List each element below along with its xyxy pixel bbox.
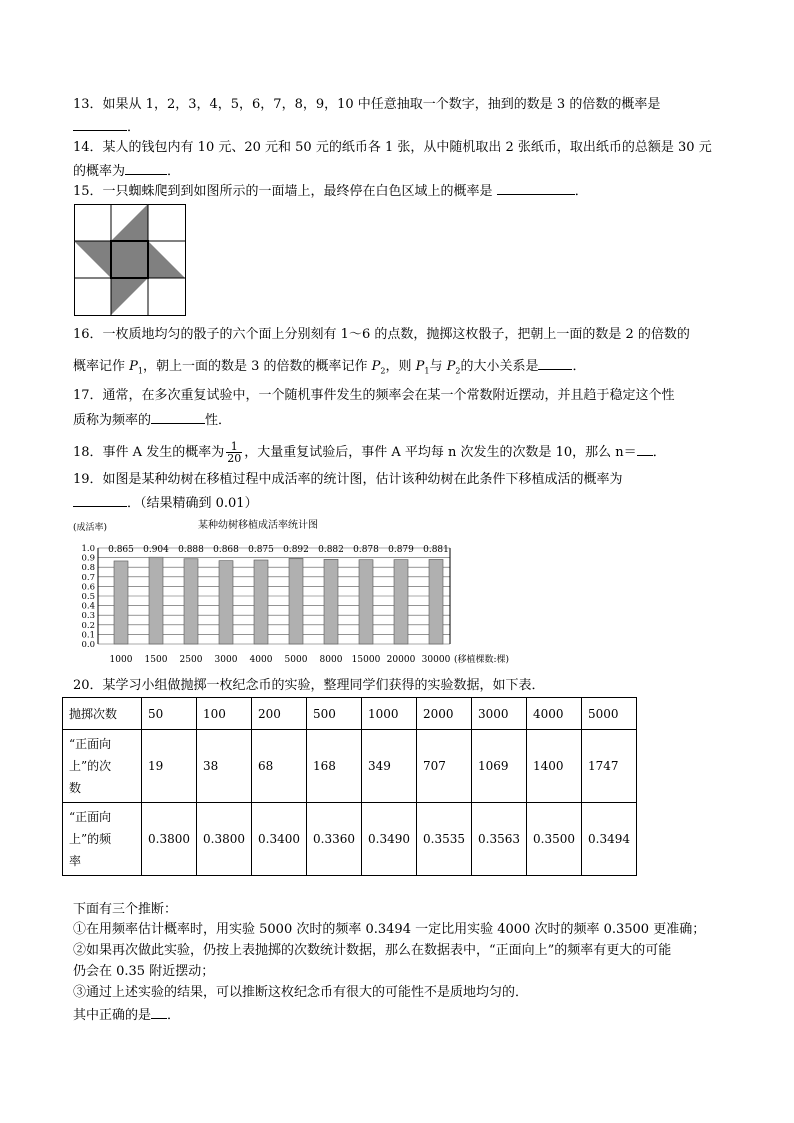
header-counts (63, 730, 142, 803)
q16-line2 (73, 357, 586, 380)
bar (219, 561, 233, 644)
q13-line1: 13．如果从 1，2，3，4，5，6，7，8，9，10 中任意抽取一个数字，抽到的数是 3 的倍数的概率是 (73, 97, 661, 112)
q20-answer-text: 其中正确的是 (73, 1008, 152, 1023)
count-cell: 38 (197, 730, 252, 803)
bar-value-label: 0.904 (143, 545, 169, 555)
bar (359, 560, 373, 644)
q14-line1: 14．某人的钱包内有 10 元、20 元和 50 元的纸币各 1 张，从中随机取出 2 张纸币，取出纸币的总额是 30 元 (73, 140, 712, 155)
q13-line2 (73, 118, 140, 136)
bar-value-label: 0.881 (423, 545, 449, 555)
p2-subscript: 2 (380, 366, 386, 376)
count-cell: 349 (362, 730, 417, 803)
bar-value-label: 0.892 (283, 545, 309, 555)
header-counts-line: “正面向 (69, 737, 112, 751)
q15-text: 15．一只蜘蛛爬到到如图所示的一面墙上，最终停在白色区域上的概率是 (73, 184, 497, 199)
p2-symbol: P (371, 359, 381, 374)
bar (394, 560, 408, 644)
bar (114, 561, 128, 644)
y-tick-label: 0.8 (81, 563, 95, 574)
q13-end: ． (127, 120, 141, 135)
q16-line1: 16．一枚质地均匀的骰子的六个面上分别刻有 1～6 的点数，抛掷这枚骰子，把朝上一面的数是 2 的倍数的 (73, 327, 690, 342)
q19-answer-blank[interactable] (73, 494, 127, 507)
count-cell: 19 (142, 730, 197, 803)
q20-end: ． (167, 1008, 181, 1023)
bar-value-label: 0.882 (318, 545, 344, 555)
q18-text-b: ，大量重复试验后，事件 A 平均每 n 次发生的次数是 10，那么 n＝ (244, 445, 637, 460)
freq-cell: 0.3800 (197, 803, 252, 876)
inference-1: ①在用频率估计概率时，用实验 5000 次时的频率 0.3494 一定比用实验 4000 次时的频率 0.3500 更准确； (73, 922, 706, 937)
x-tick-label: 1500 (144, 655, 168, 665)
q15-answer-blank[interactable] (497, 182, 575, 195)
q20-answer-line (73, 1006, 180, 1024)
q16-end: ． (572, 359, 586, 374)
count-cell: 168 (307, 730, 362, 803)
x-tick-label: 5000 (284, 655, 308, 665)
fraction-denominator: 20 (227, 452, 242, 465)
q15-end: ． (574, 184, 588, 199)
y-tick-label: 0.0 (81, 640, 95, 650)
p1-symbol: P (129, 359, 138, 374)
row-frequency (63, 803, 637, 876)
row-counts (63, 730, 637, 803)
chart-value-labels (108, 545, 449, 555)
p2-subscript-compare: 2 (455, 366, 461, 376)
q16-text-a: 概率记作 (73, 359, 130, 374)
q14-end: ． (167, 164, 181, 179)
pinwheel-grid-figure (74, 204, 188, 318)
x-tick-label: 1000 (109, 655, 133, 665)
survival-rate-chart (68, 516, 538, 668)
y-tick-label: 0.5 (81, 592, 95, 602)
inference-3: ③通过上述实验的结果，可以推断这枚纪念币有很大的可能性不是质地均匀的． (73, 985, 529, 1000)
bar-value-label: 0.868 (213, 545, 239, 555)
bar (289, 558, 303, 644)
bar (149, 557, 163, 644)
throws-cell: 5000 (582, 698, 637, 730)
inference-title: 下面有三个推断： (73, 902, 178, 917)
freq-cell: 0.3490 (362, 803, 417, 876)
p1-subscript-compare: 1 (424, 366, 430, 376)
x-tick-label: 4000 (249, 655, 273, 665)
y-tick-label: 0.4 (81, 601, 95, 612)
q18-text-a: 18．事件 A 发生的概率为 (73, 445, 225, 460)
x-tick-label: 20000 (386, 655, 416, 665)
header-frequency-line: “正面向 (69, 810, 112, 824)
count-cell: 1400 (527, 730, 582, 803)
freq-cell: 0.3400 (252, 803, 307, 876)
p1-subscript: 1 (137, 366, 143, 376)
q17-line1: 17．通常，在多次重复试验中，一个随机事件发生的频率会在某一个常数附近摆动，并且趋于稳定这个性 (73, 388, 675, 403)
q14-text2: 的概率为 (73, 164, 126, 179)
freq-cell: 0.3535 (417, 803, 472, 876)
throws-cell: 3000 (472, 698, 527, 730)
q19-line1: 19．如图是某种幼树在移植过程中成活率的统计图，估计该种幼树在此条件下移植成活的概率为 (73, 472, 623, 487)
bar-value-label: 0.875 (248, 545, 274, 555)
throws-cell: 2000 (417, 698, 472, 730)
q15-line (73, 182, 588, 200)
throws-cell: 50 (142, 698, 197, 730)
header-counts-line: 数 (69, 781, 82, 795)
throws-cell: 4000 (527, 698, 582, 730)
fraction-numerator: 1 (226, 441, 242, 453)
q18-end: ． (652, 445, 666, 460)
q16-text-c: ，则 (385, 359, 416, 374)
q17-end: 性． (205, 413, 232, 428)
y-tick-label: 0.7 (81, 572, 95, 583)
bar-value-label: 0.878 (353, 545, 379, 555)
header-frequency-line: 率 (69, 854, 82, 868)
header-frequency (63, 803, 142, 876)
q14-line2 (73, 162, 180, 180)
throws-cell: 200 (252, 698, 307, 730)
q20-answer-blank[interactable] (151, 1006, 167, 1019)
inference-2-line2: 仍会在 0.35 附近摆动； (73, 964, 215, 979)
y-tick-label: 0.9 (81, 553, 95, 564)
bar (324, 559, 338, 644)
x-tick-label: 8000 (319, 655, 343, 665)
q16-text-d: 与 (429, 359, 447, 374)
bar-value-label: 0.888 (178, 545, 204, 555)
q20-intro: 20．某学习小组做抛掷一枚纪念币的实验，整理同学们获得的实验数据，如下表． (73, 678, 545, 693)
x-tick-label: 30000 (421, 655, 451, 665)
y-tick-label: 0.6 (81, 582, 95, 593)
y-tick-label: 0.3 (81, 611, 95, 622)
y-tick-label: 0.1 (81, 630, 95, 641)
shaded-center-square (111, 241, 148, 278)
count-cell: 1747 (582, 730, 637, 803)
q19-line2 (73, 494, 258, 512)
throws-cell: 100 (197, 698, 252, 730)
q13-answer-blank[interactable] (73, 118, 127, 131)
p2-symbol-compare: P (446, 359, 456, 374)
bar (429, 559, 443, 644)
chart-title: 某种幼树移植成活率统计图 (198, 520, 318, 531)
coin-toss-table (62, 697, 637, 876)
chart-bars (114, 557, 443, 644)
inference-2-line1: ②如果再次做此实验，仍按上表抛掷的次数统计数据，那么在数据表中，“正面向上”的频率有更大的可能 (73, 943, 672, 958)
q16-answer-blank[interactable] (538, 357, 572, 370)
freq-cell: 0.3500 (527, 803, 582, 876)
count-cell: 68 (252, 730, 307, 803)
q16-text-e: 的大小关系是 (460, 359, 539, 374)
bar (254, 560, 268, 644)
throws-cell: 1000 (362, 698, 417, 730)
count-cell: 707 (417, 730, 472, 803)
x-tick-label: 15000 (351, 655, 381, 665)
q19-end: ．（结果精确到 0.01） (127, 496, 258, 511)
header-throws: 抛掷次数 (63, 698, 142, 730)
y-tick-label: 1.0 (81, 544, 95, 554)
bar-value-label: 0.879 (388, 545, 414, 555)
row-throws (63, 698, 637, 730)
count-cell: 1069 (472, 730, 527, 803)
freq-cell: 0.3563 (472, 803, 527, 876)
x-tick-label: 3000 (214, 655, 238, 665)
chart-y-ticks (81, 544, 95, 650)
bar (184, 559, 198, 644)
bar-value-label: 0.865 (108, 545, 134, 555)
freq-cell: 0.3494 (582, 803, 637, 876)
freq-cell: 0.3800 (142, 803, 197, 876)
y-tick-label: 0.2 (81, 620, 95, 631)
header-counts-line: 上”的次 (69, 759, 112, 773)
q16-text-b: ，朝上一面的数是 3 的倍数的概率记作 (142, 359, 372, 374)
chart-xlabel: (移植棵数:棵) (454, 655, 510, 665)
q18-fraction (226, 441, 242, 464)
header-frequency-line: 上”的频 (69, 832, 112, 846)
q17-text2: 质称为频率的 (73, 413, 152, 428)
freq-cell: 0.3360 (307, 803, 362, 876)
q18-answer-blank[interactable] (637, 443, 653, 456)
chart-ylabel: (成活率) (73, 523, 108, 533)
chart-x-ticks (110, 655, 451, 665)
q18-line (73, 441, 666, 465)
q17-answer-blank[interactable] (151, 411, 205, 424)
q14-answer-blank[interactable] (125, 162, 167, 175)
x-tick-label: 2500 (179, 655, 203, 665)
p1-symbol-compare: P (415, 359, 425, 374)
q17-line2 (73, 411, 231, 429)
throws-cell: 500 (307, 698, 362, 730)
